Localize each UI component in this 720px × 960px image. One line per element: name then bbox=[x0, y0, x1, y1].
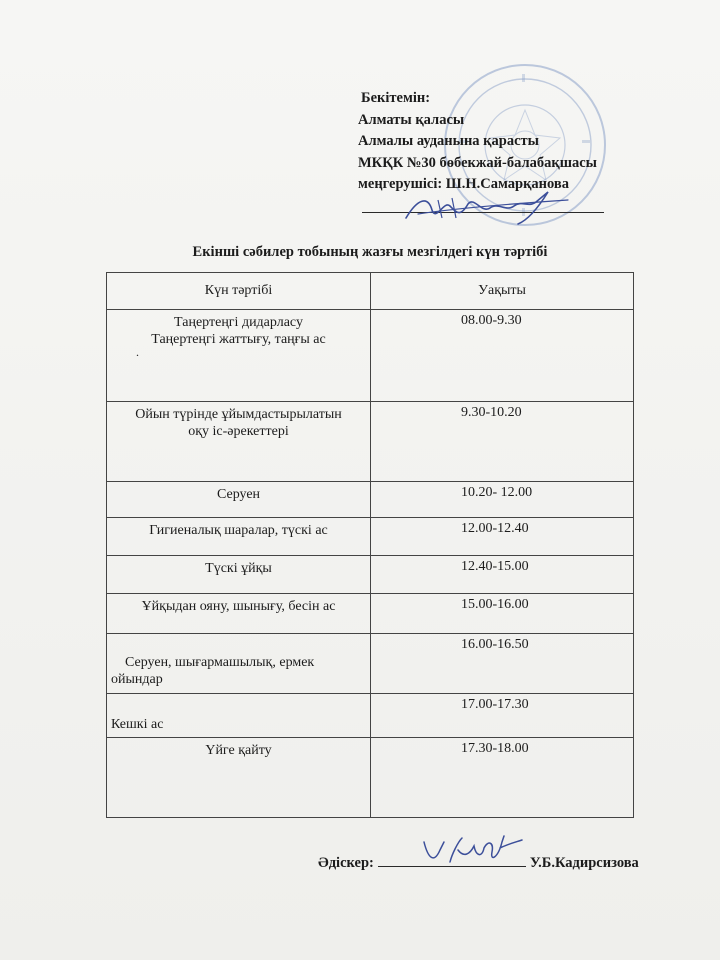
methodist-name: У.Б.Кадирсизова bbox=[529, 855, 639, 871]
time-cell: 08.00-9.30 bbox=[371, 310, 634, 402]
signature-blank bbox=[378, 852, 526, 867]
activity-text: Таңертеңгі жаттығу, таңғы ас bbox=[151, 332, 326, 347]
table-header-row bbox=[107, 273, 634, 310]
approval-heading: Бекітемін: bbox=[361, 90, 431, 106]
activity-cell: Серуен bbox=[107, 482, 371, 518]
time-cell: 17.30-18.00 bbox=[371, 738, 634, 818]
time-cell: 12.00-12.40 bbox=[371, 518, 634, 556]
activity-mark: . bbox=[136, 345, 139, 359]
methodist-signature-line bbox=[318, 852, 639, 872]
table-row bbox=[107, 634, 634, 694]
schedule-table bbox=[106, 272, 634, 818]
time-cell: 15.00-16.00 bbox=[371, 594, 634, 634]
time-cell: 9.30-10.20 bbox=[371, 402, 634, 482]
approval-city: Алматы қаласы bbox=[358, 111, 465, 128]
table-row bbox=[107, 556, 634, 594]
table-row bbox=[107, 694, 634, 738]
table-row bbox=[107, 310, 634, 402]
activity-cell bbox=[107, 310, 371, 402]
activity-text: Серуен, шығармашылық, ермек bbox=[125, 655, 315, 670]
header-activity: Күн тәртібі bbox=[107, 273, 371, 310]
activity-text: оқу іс-әрекеттері bbox=[188, 424, 289, 439]
time-cell: 10.20- 12.00 bbox=[371, 482, 634, 518]
activity-cell bbox=[107, 402, 371, 482]
activity-text: Таңертеңгі дидарласу bbox=[174, 315, 303, 330]
table-row bbox=[107, 594, 634, 634]
document-title: Екінші сәбилер тобының жазғы мезгілдегі күн тәртібі bbox=[192, 244, 548, 260]
approval-block bbox=[358, 88, 678, 196]
activity-text: ойындар bbox=[111, 672, 163, 687]
methodist-label: Әдіскер: bbox=[318, 855, 374, 871]
table-row bbox=[107, 482, 634, 518]
approval-institution: МКҚК №30 бөбекжай-балабақшасы bbox=[358, 154, 597, 171]
activity-cell: Ұйқыдан ояну, шынығу, бесін ас bbox=[107, 594, 371, 634]
approval-district: Алмалы ауданына қарасты bbox=[358, 133, 539, 149]
time-cell: 16.00-16.50 bbox=[371, 634, 634, 694]
approval-signature-line bbox=[362, 212, 604, 213]
activity-cell: Кешкі ас bbox=[107, 694, 371, 738]
table-row bbox=[107, 738, 634, 818]
time-cell: 17.00-17.30 bbox=[371, 694, 634, 738]
table-row bbox=[107, 402, 634, 482]
approval-director: меңгерушісі: Ш.Н.Самарқанова bbox=[358, 176, 570, 192]
activity-cell: Үйге қайту bbox=[107, 738, 371, 818]
table-row bbox=[107, 518, 634, 556]
activity-cell: Түскі ұйқы bbox=[107, 556, 371, 594]
header-time: Уақыты bbox=[371, 273, 634, 310]
activity-text: Ойын түрінде ұйымдастырылатын bbox=[135, 407, 342, 422]
time-cell: 12.40-15.00 bbox=[371, 556, 634, 594]
activity-cell bbox=[107, 634, 371, 694]
activity-cell: Гигиеналық шаралар, түскі ас bbox=[107, 518, 371, 556]
